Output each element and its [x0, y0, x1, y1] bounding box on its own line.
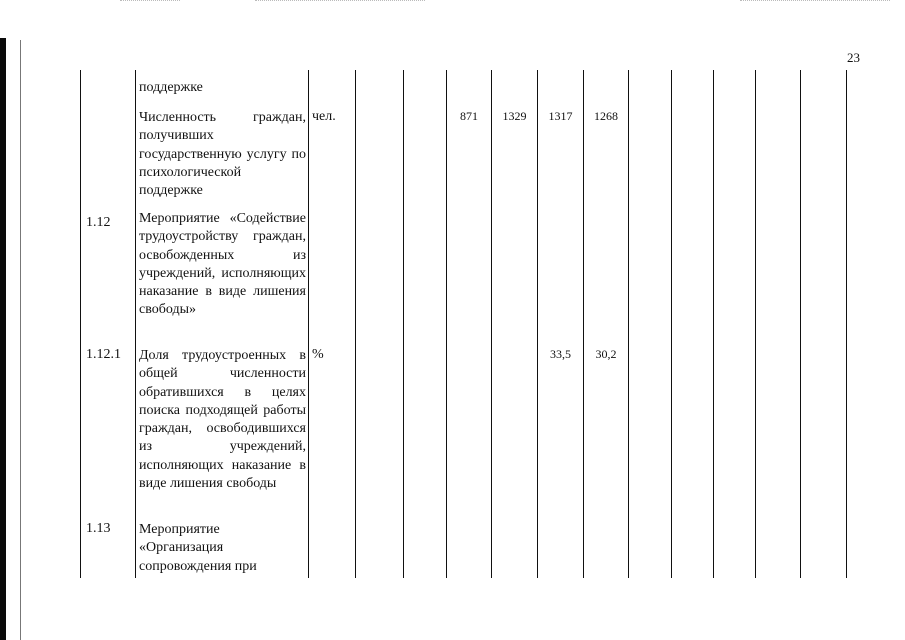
page-number: 23: [847, 50, 860, 65]
table-grid-line: [755, 70, 756, 578]
row-unit: чел.: [312, 109, 336, 124]
table-cell-value: 1317: [548, 109, 573, 123]
table-grid-line: [308, 70, 309, 578]
table-grid-line: [800, 70, 801, 578]
table-grid-line: [846, 70, 847, 578]
header-noise: [740, 0, 890, 9]
row-code: 1.12: [86, 215, 111, 230]
table-grid-line: [491, 70, 492, 578]
table-grid-line: [80, 70, 81, 578]
row-description: Мероприятие «Организация сопровождения при: [139, 522, 257, 574]
row-description: Мероприятие «Содействие трудоустройству граждан, освобожденных из учреждений, исполняющих наказание в виде лишения свободы»: [139, 211, 306, 318]
table-grid-line: [537, 70, 538, 578]
table-grid-line: [355, 70, 356, 578]
table-cell-value: 1329: [502, 109, 527, 123]
header-noise: [255, 0, 425, 9]
table-grid-line: [403, 70, 404, 578]
row-unit: %: [312, 347, 324, 362]
table-grid-line: [628, 70, 629, 578]
row-code: 1.12.1: [86, 347, 121, 362]
scan-edge-line: [20, 40, 21, 640]
header-noise: [120, 0, 180, 9]
table-cell-value: 1268: [594, 109, 618, 123]
scan-edge: [0, 38, 6, 640]
row-code: 1.13: [86, 521, 111, 536]
table-cell-value: 33,5: [550, 347, 571, 361]
row-description: поддержке: [139, 80, 203, 95]
table-cell-value: 30,2: [595, 347, 617, 361]
table-cell-value: 871: [460, 109, 478, 123]
table-grid-line: [446, 70, 447, 578]
row-description: Численность граждан, получивших государственную услугу по психологической поддержке: [139, 110, 306, 199]
table-grid-line: [583, 70, 584, 578]
table-grid-line: [713, 70, 714, 578]
table-grid-line: [671, 70, 672, 578]
row-description: Доля трудоустроенных в общей численности обратившихся в целях поиска подходящей работы граждан, освободившихся из учреждений, исполняющих наказание в виде лишения свободы: [139, 348, 306, 492]
table-grid-line: [135, 70, 136, 578]
